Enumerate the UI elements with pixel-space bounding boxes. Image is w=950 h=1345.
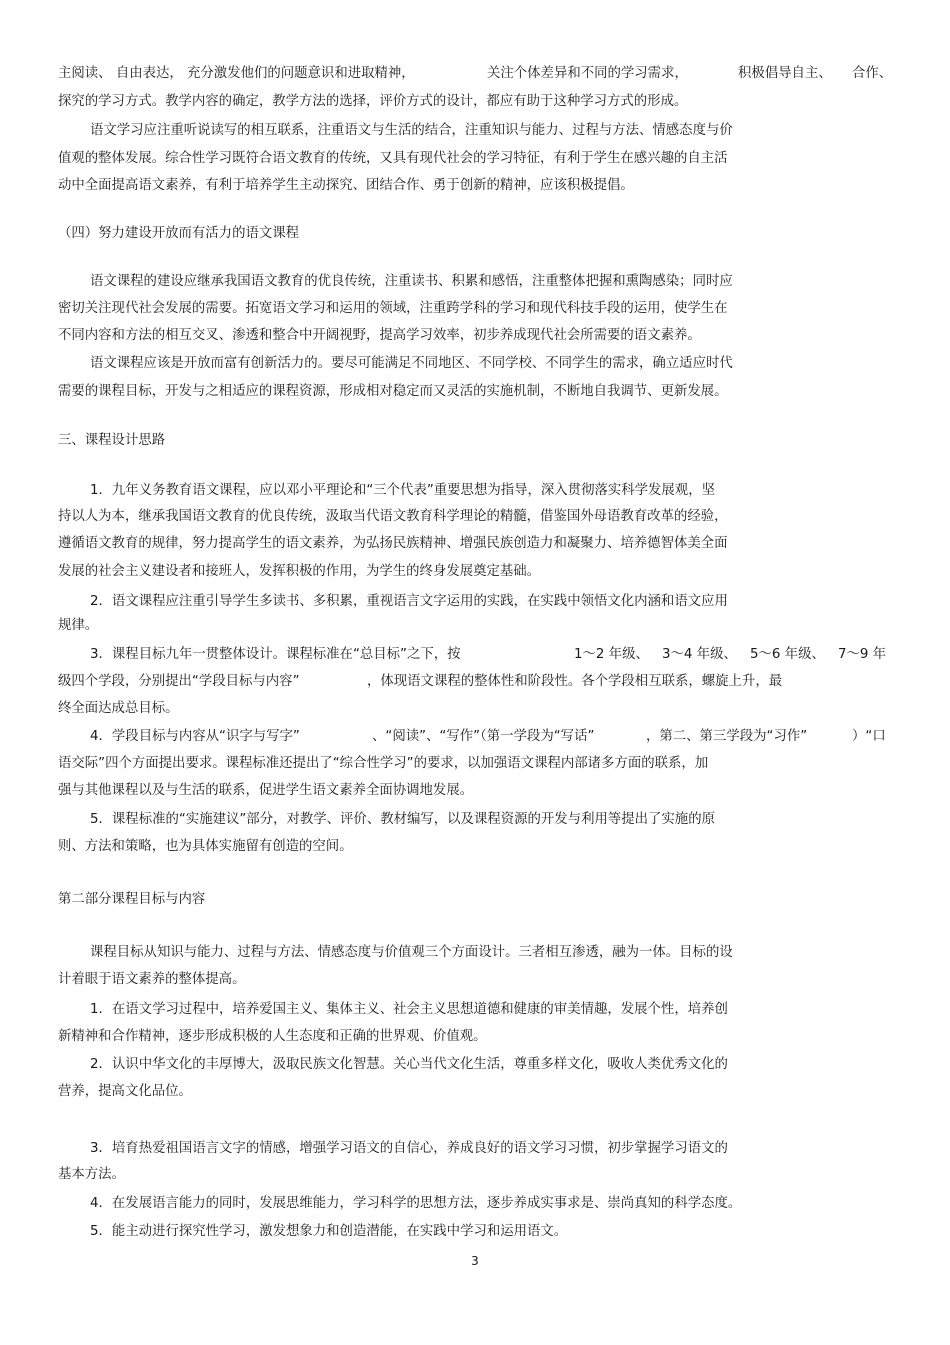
text-line: 4．在发展语言能力的同时，发展思维能力，学习科学的思想方法，逐步养成实事求是、崇尚真知的科学态度。	[90, 1196, 742, 1211]
text-line: 1．在语文学习过程中，培养爱国主义、集体主义、社会主义思想道德和健康的审美情趣，发展个性，培养创	[90, 1002, 728, 1017]
text-segment: 5～6 年级、	[750, 647, 825, 662]
text-line: 1．九年义务教育语文课程，应以邓小平理论和“三个代表”重要思想为指导，深入贯彻落实科学发展观，坚	[90, 483, 715, 498]
text-segment: 积极倡导自主、	[738, 66, 832, 81]
page-number: 3	[471, 1254, 479, 1268]
text-line: 2．认识中华文化的丰厚博大，汲取民族文化智慧。关心当代文化生活，尊重多样文化，吸收人类优秀文化的	[90, 1057, 728, 1072]
text-line: 持以人为本，继承我国语文教育的优良传统，汲取当代语文教育科学理论的精髓，借鉴国外母语教育改革的经验，	[58, 509, 728, 524]
text-line	[0, 728, 950, 746]
text-line: 语文学习应注重听说读写的相互联系，注重语文与生活的结合，注重知识与能力、过程与方法、情感态度与价	[90, 123, 733, 138]
text-segment: 7～9 年	[838, 647, 887, 662]
text-line: 不同内容和方法的相互交叉、渗透和整合中开阔视野，提高学习效率，初步养成现代社会所需要的语文素养。	[58, 328, 701, 343]
text-segment: 3．课程目标九年一贯整体设计。课程标准在“总目标”之下，按	[90, 647, 461, 662]
text-line: 基本方法。	[58, 1167, 125, 1182]
text-line: 5．能主动进行探究性学习，激发想象力和创造潜能，在实践中学习和运用语文。	[90, 1224, 568, 1239]
text-segment: ，第二、第三学段为“习作”	[646, 729, 808, 744]
text-line: 需要的课程目标，开发与之相适应的课程资源，形成相对稳定而又灵活的实施机制，不断地自我调节、更新发展。	[58, 384, 728, 399]
text-line: 动中全面提高语文素养，有利于培养学生主动探究、团结合作、勇于创新的精神，应该积极提倡。	[58, 178, 634, 193]
text-segment: 1～2 年级、	[574, 647, 649, 662]
text-line: 发展的社会主义建设者和接班人，发挥积极的作用，为学生的终身发展奠定基础。	[58, 564, 541, 579]
text-segment: 3～4 年级、	[662, 647, 737, 662]
text-segment: 关注个体差异和不同的学习需求，	[487, 66, 688, 81]
part-heading: 第二部分课程目标与内容	[58, 892, 206, 907]
text-line: 规律。	[58, 618, 99, 633]
text-line: 语文课程的建设应继承我国语文教育的优良传统，注重读书、积累和感悟，注重整体把握和熏陶感染；同时应	[90, 274, 733, 289]
text-line	[0, 646, 950, 664]
text-line: 2．语文课程应注重引导学生多读书、多积累，重视语言文字运用的实践，在实践中领悟文化内涵和语文应用	[90, 594, 728, 609]
text-segment: 、“阅读”、“写作”（第一学段为“写话”	[372, 729, 595, 744]
text-line: 营养，提高文化品位。	[58, 1084, 192, 1099]
text-line: 课程目标从知识与能力、过程与方法、情感态度与价值观三个方面设计。三者相互渗透，融为一体。目标的设	[90, 945, 733, 960]
text-line: 密切关注现代社会发展的需要。拓宽语文学习和运用的领域，注重跨学科的学习和现代科技手段的运用，使学生在	[58, 301, 728, 316]
text-segment: 主阅读、 自由表达， 充分激发他们的问题意识和进取精神，	[58, 66, 415, 81]
text-line: 终全面达成总目标。	[58, 701, 179, 716]
section-heading: （四）努力建设开放而有活力的语文课程	[58, 226, 300, 241]
text-line: 探究的学习方式。教学内容的确定，教学方法的选择，评价方式的设计，都应有助于这种学习方式的形成。	[58, 94, 688, 109]
text-line: 语交际”四个方面提出要求。课程标准还提出了“综合性学习”的要求，以加强语文课程内部诸多方面的联系，加	[58, 756, 709, 771]
text-line: 3．培育热爱祖国语言文字的情感，增强学习语文的自信心，养成良好的语文学习习惯，初步掌握学习语文的	[90, 1141, 728, 1156]
text-segment: 4．学段目标与内容从“识字与写字”	[90, 729, 300, 744]
text-segment: 合作、	[852, 66, 893, 81]
text-line: 5．课程标准的“实施建议”部分，对教学、评价、教材编写，以及课程资源的开发与利用等提出了实施的原	[90, 812, 715, 827]
text-line: 强与其他课程以及与生活的联系，促进学生语文素养全面协调地发展。	[58, 783, 474, 798]
text-segment: 级四个学段，分别提出“学段目标与内容”	[58, 674, 300, 689]
text-line: 值观的整体发展。综合性学习既符合语文教育的传统，又具有现代社会的学习特征，有利于学生在感兴趣的自主活	[58, 151, 728, 166]
text-line	[0, 673, 950, 691]
text-segment: ，体现语文课程的整体性和阶段性。各个学段相互联系，螺旋上升，最	[367, 674, 783, 689]
text-line: 遵循语文教育的规律，努力提高学生的语文素养，为弘扬民族精神、增强民族创造力和凝聚力、培养德智体美全面	[58, 536, 728, 551]
section-heading: 三、课程设计思路	[58, 433, 166, 448]
text-line: 则、方法和策略，也为具体实施留有创造的空间。	[58, 839, 353, 854]
text-line: 新精神和合作精神，逐步形成积极的人生态度和正确的世界观、价值观。	[58, 1029, 487, 1044]
text-line: 语文课程应该是开放而富有创新活力的。要尽可能满足不同地区、不同学校、不同学生的需求，确立适应时代	[90, 356, 733, 371]
text-line	[0, 65, 950, 83]
text-line: 计着眼于语文素养的整体提高。	[58, 972, 246, 987]
text-segment: ）“口	[852, 729, 886, 744]
